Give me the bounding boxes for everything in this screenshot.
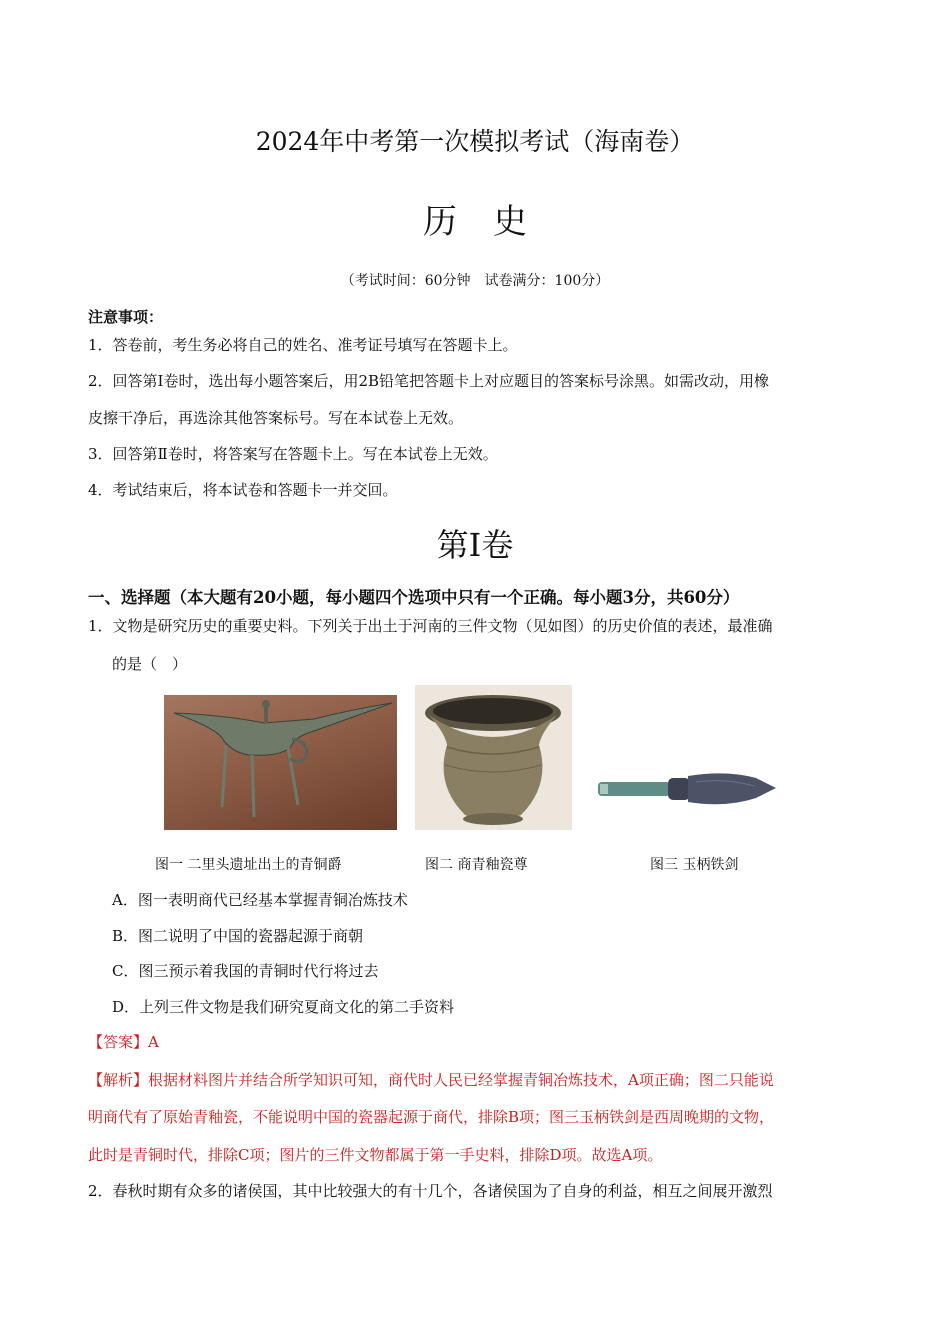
figure-caption-3: 图三 玉柄铁剑 [650,857,739,873]
analysis-line-1 [88,1070,774,1090]
note-item: 1．答卷前，考生务必将自己的姓名、准考证号填写在答题卡上。 [88,336,518,354]
note-item: 2．回答第Ⅰ卷时，选出每小题答案后，用2B铅笔把答题卡上对应题目的答案标号涂黑。如需改动，用橡 [88,372,770,390]
option-d: D．上列三件文物是我们研究夏商文化的第二手资料 [112,998,455,1016]
answer-label: 【答案】 [88,1033,149,1051]
exam-meta: （考试时间：60分钟 试卷满分：100分） [340,273,610,289]
glazed-zun-illustration [415,685,572,830]
analysis-text-1: 根据材料图片并结合所学知识可知，商代时人民已经掌握青铜冶炼技术，A项正确；图二只能说 [148,1071,774,1089]
figure-glazed-zun [415,685,572,830]
question-2-stem: 2．春秋时期有众多的诸侯国，其中比较强大的有十几个，各诸侯国为了自身的利益，相互之间展开激烈 [88,1182,773,1200]
bronze-jue-illustration [164,695,397,830]
iron-sword-illustration [596,768,778,810]
question-stem: 1．文物是研究历史的重要史料。下列关于出土于河南的三件文物（见如图）的历史价值的表述，最准确 [88,617,773,635]
option-c: C．图三预示着我国的青铜时代行将过去 [112,962,379,980]
exam-title: 2024年中考第一次模拟考试（海南卷） [255,127,695,156]
question-stem-cont: 的是（ ） [112,655,188,673]
note-item: 3．回答第Ⅱ卷时，将答案写在答题卡上。写在本试卷上无效。 [88,445,498,463]
option-b: B．图二说明了中国的瓷器起源于商朝 [112,927,364,945]
figure-bronze-jue [164,695,397,830]
section-heading: 一、选择题（本大题有20小题，每小题四个选项中只有一个正确。每小题3分，共60分） [88,588,740,607]
figure-caption-1: 图一 二里头遗址出土的青铜爵 [155,857,342,873]
answer-line [88,1032,159,1052]
note-item: 4．考试结束后，将本试卷和答题卡一并交回。 [88,481,398,499]
notes-heading: 注意事项： [88,308,164,326]
figure-caption-2: 图二 商青釉瓷尊 [425,857,528,873]
figure-iron-sword [596,768,778,810]
option-a: A．图一表明商代已经基本掌握青铜冶炼技术 [112,891,408,909]
volume-title: 第Ⅰ卷 [436,526,514,564]
analysis-label: 【解析】 [88,1071,149,1089]
note-item: 皮擦干净后，再选涂其他答案标号。写在本试卷上无效。 [88,409,464,427]
answer-value: A [148,1033,159,1051]
analysis-line-2: 明商代有了原始青釉瓷，不能说明中国的瓷器起源于商代，排除B项；图三玉柄铁剑是西周晚期的文物， [88,1108,775,1126]
subject-title: 历史 [423,202,563,242]
analysis-line-3: 此时是青铜时代，排除C项；图片的三件文物都属于第一手史料，排除D项。故选A项。 [88,1146,663,1164]
